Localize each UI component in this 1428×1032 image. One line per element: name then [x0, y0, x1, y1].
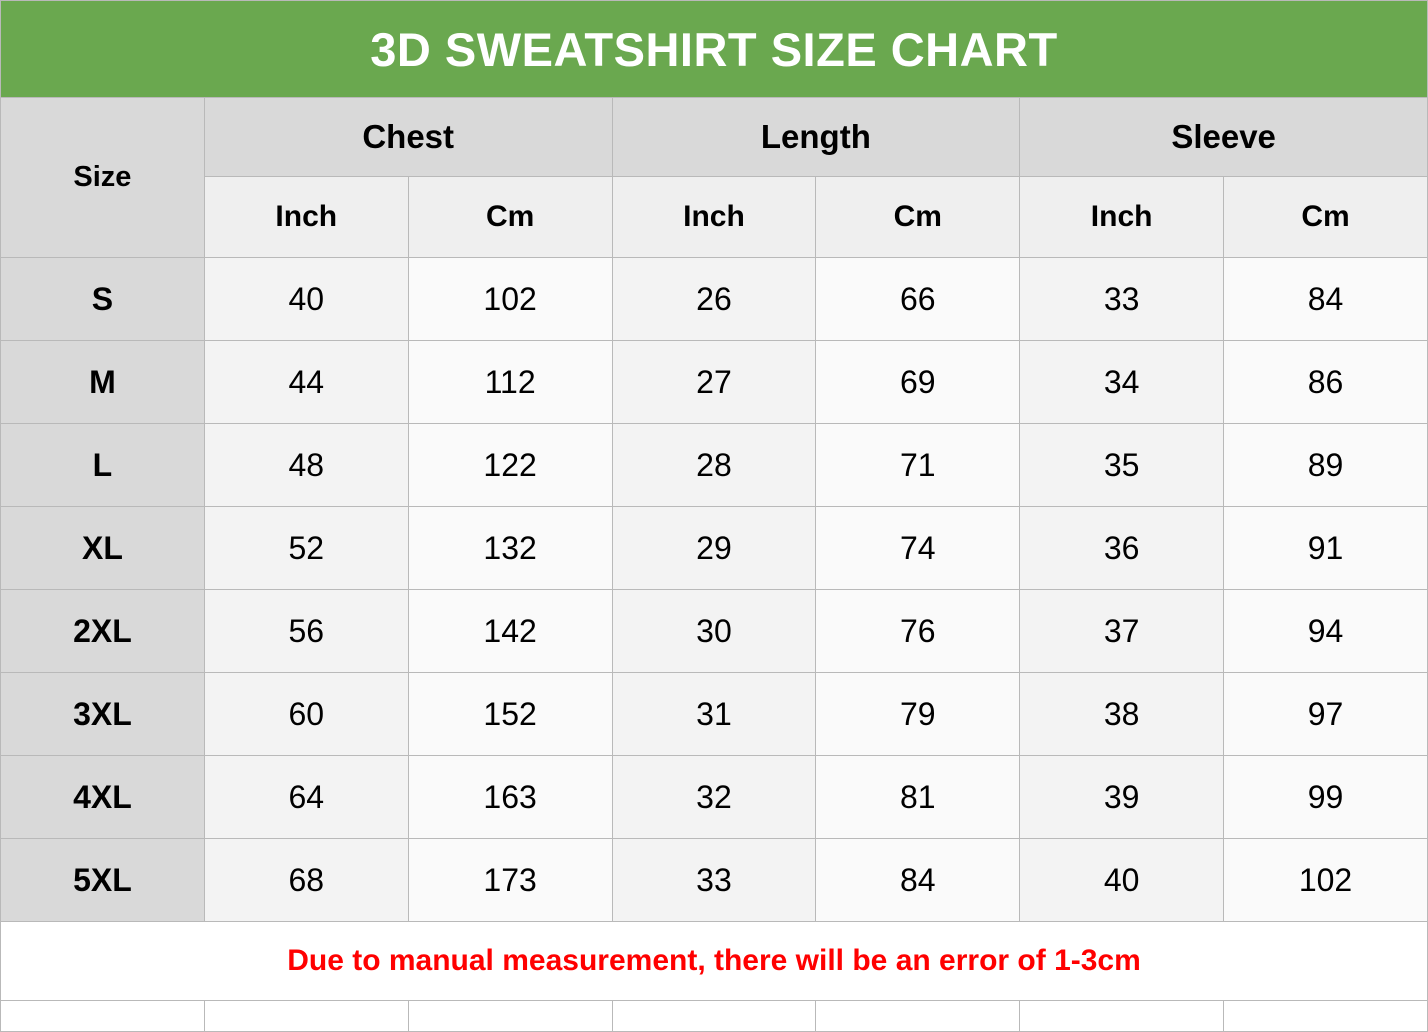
cell-sleeve-cm: 86 — [1224, 341, 1428, 424]
cell-chest-inch: 52 — [204, 507, 408, 590]
cell-sleeve-inch: 39 — [1020, 756, 1224, 839]
cell-sleeve-cm: 91 — [1224, 507, 1428, 590]
cell-length-cm: 81 — [816, 756, 1020, 839]
cell-length-cm: 74 — [816, 507, 1020, 590]
cell-sleeve-cm: 84 — [1224, 258, 1428, 341]
cell-sleeve-cm: 89 — [1224, 424, 1428, 507]
cell-chest-inch: 64 — [204, 756, 408, 839]
cell-sleeve-cm: 102 — [1224, 839, 1428, 922]
cell-chest-inch: 44 — [204, 341, 408, 424]
cell-length-cm: 79 — [816, 673, 1020, 756]
measurement-note: Due to manual measurement, there will be an error of 1-3cm — [1, 922, 1428, 1001]
filler-cell — [612, 1001, 816, 1032]
size-column-header: Size — [1, 98, 205, 258]
cell-sleeve-inch: 33 — [1020, 258, 1224, 341]
table-row — [1, 424, 1428, 507]
row-size-label: 4XL — [1, 756, 205, 839]
group-header-length: Length — [612, 98, 1020, 177]
filler-cell — [408, 1001, 612, 1032]
filler-cell — [1020, 1001, 1224, 1032]
cell-sleeve-inch: 35 — [1020, 424, 1224, 507]
group-header-row — [1, 98, 1428, 177]
cell-chest-cm: 102 — [408, 258, 612, 341]
table-row — [1, 590, 1428, 673]
cell-sleeve-inch: 36 — [1020, 507, 1224, 590]
cell-chest-cm: 132 — [408, 507, 612, 590]
cell-sleeve-inch: 40 — [1020, 839, 1224, 922]
row-size-label: XL — [1, 507, 205, 590]
cell-chest-cm: 122 — [408, 424, 612, 507]
unit-header-row — [1, 177, 1428, 258]
cell-length-cm: 84 — [816, 839, 1020, 922]
cell-length-inch: 31 — [612, 673, 816, 756]
group-header-sleeve: Sleeve — [1020, 98, 1428, 177]
cell-sleeve-cm: 97 — [1224, 673, 1428, 756]
filler-cell — [204, 1001, 408, 1032]
table-row — [1, 258, 1428, 341]
unit-header-chest-cm: Cm — [408, 177, 612, 258]
filler-cell — [1, 1001, 205, 1032]
cell-chest-inch: 48 — [204, 424, 408, 507]
table-row — [1, 839, 1428, 922]
cell-length-inch: 32 — [612, 756, 816, 839]
cell-chest-cm: 142 — [408, 590, 612, 673]
title-row — [1, 1, 1428, 98]
unit-header-sleeve-inch: Inch — [1020, 177, 1224, 258]
cell-sleeve-inch: 38 — [1020, 673, 1224, 756]
unit-header-length-inch: Inch — [612, 177, 816, 258]
cell-chest-cm: 152 — [408, 673, 612, 756]
cell-sleeve-cm: 99 — [1224, 756, 1428, 839]
cell-chest-cm: 112 — [408, 341, 612, 424]
cell-length-inch: 29 — [612, 507, 816, 590]
cell-chest-cm: 163 — [408, 756, 612, 839]
row-size-label: 5XL — [1, 839, 205, 922]
unit-header-length-cm: Cm — [816, 177, 1020, 258]
cell-chest-inch: 60 — [204, 673, 408, 756]
cell-length-cm: 69 — [816, 341, 1020, 424]
table-row — [1, 673, 1428, 756]
cell-chest-inch: 68 — [204, 839, 408, 922]
table-row — [1, 756, 1428, 839]
cell-length-inch: 28 — [612, 424, 816, 507]
cell-length-cm: 76 — [816, 590, 1020, 673]
chart-title: 3D SWEATSHIRT SIZE CHART — [1, 1, 1428, 98]
cell-length-inch: 30 — [612, 590, 816, 673]
filler-cell — [816, 1001, 1020, 1032]
row-size-label: 2XL — [1, 590, 205, 673]
cell-chest-inch: 56 — [204, 590, 408, 673]
cell-sleeve-inch: 34 — [1020, 341, 1224, 424]
unit-header-chest-inch: Inch — [204, 177, 408, 258]
group-header-chest: Chest — [204, 98, 612, 177]
cell-length-inch: 26 — [612, 258, 816, 341]
cell-sleeve-inch: 37 — [1020, 590, 1224, 673]
cell-length-cm: 66 — [816, 258, 1020, 341]
row-size-label: S — [1, 258, 205, 341]
cell-sleeve-cm: 94 — [1224, 590, 1428, 673]
cell-length-inch: 33 — [612, 839, 816, 922]
filler-cell — [1224, 1001, 1428, 1032]
row-size-label: M — [1, 341, 205, 424]
row-size-label: 3XL — [1, 673, 205, 756]
cell-length-inch: 27 — [612, 341, 816, 424]
unit-header-sleeve-cm: Cm — [1224, 177, 1428, 258]
note-row — [1, 922, 1428, 1001]
row-size-label: L — [1, 424, 205, 507]
cell-chest-cm: 173 — [408, 839, 612, 922]
cell-chest-inch: 40 — [204, 258, 408, 341]
table-row — [1, 341, 1428, 424]
bottom-filler-row — [1, 1001, 1428, 1032]
cell-length-cm: 71 — [816, 424, 1020, 507]
table-row — [1, 507, 1428, 590]
